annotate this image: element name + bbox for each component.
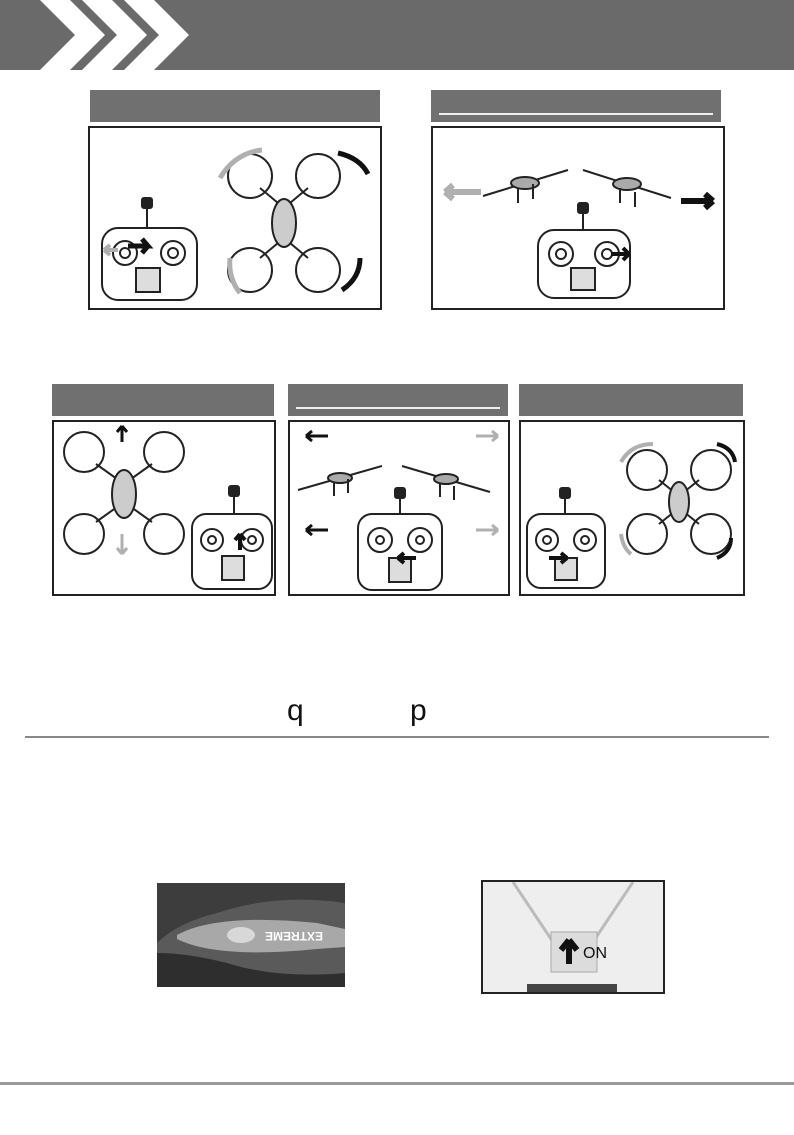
drone-tilted-icon — [402, 466, 490, 500]
header-bar — [0, 0, 794, 70]
section-divider — [25, 736, 769, 738]
drone-tilted-icon — [298, 466, 382, 496]
panel-side-drift — [288, 420, 510, 596]
panel-throttle — [52, 420, 276, 596]
panel-5-title — [519, 384, 743, 416]
arrow-right-black-icon — [681, 194, 713, 208]
rotation-arrow-black-icon — [342, 258, 360, 290]
rotate-illustration — [90, 128, 380, 308]
arrow-up-black-icon — [117, 426, 127, 442]
drone-top-photo — [157, 883, 345, 987]
panel-1-title — [90, 90, 380, 122]
panel-rotate — [88, 126, 382, 310]
on-label: ON — [583, 945, 607, 962]
drone-top-drawing — [157, 883, 345, 987]
arrow-down-grey-icon — [117, 534, 127, 554]
sideways-illustration — [433, 128, 723, 308]
power-switch-drawing — [483, 882, 663, 992]
arrow-left-black-icon — [306, 431, 328, 441]
panel-4-title — [288, 384, 508, 416]
glyph-q: q — [287, 694, 304, 727]
transmitter-icon — [538, 203, 630, 298]
power-switch-photo — [481, 880, 665, 994]
side-drift-illustration — [290, 422, 508, 594]
drone-icon — [64, 432, 184, 554]
panel-3-title — [52, 384, 274, 416]
drone-icon — [228, 154, 340, 292]
throttle-illustration — [54, 422, 274, 594]
drone-icon — [627, 450, 731, 554]
footer-divider — [0, 1082, 794, 1085]
panel-2-title — [431, 90, 721, 122]
arrow-left-black-icon — [306, 525, 328, 535]
title-underline — [439, 113, 713, 115]
drone-tilted-icon — [483, 170, 568, 203]
brand-text: EXTREME — [264, 929, 323, 943]
rotation-arrow-black-icon — [338, 153, 368, 174]
title-underline — [296, 407, 500, 409]
rotate-2-illustration — [521, 422, 743, 594]
arrow-right-grey-icon — [476, 431, 498, 441]
glyph-p: p — [410, 694, 427, 727]
transmitter-icon — [527, 488, 605, 588]
transmitter-icon — [358, 488, 442, 590]
panel-rotate-2 — [519, 420, 745, 596]
arrow-left-grey-icon — [445, 185, 481, 199]
rotation-arrow-grey-icon — [230, 258, 240, 293]
drone-tilted-icon — [583, 170, 671, 207]
transmitter-icon — [192, 486, 272, 589]
arrow-right-grey-icon — [476, 525, 498, 535]
header-chevrons — [0, 0, 794, 70]
panel-sideways — [431, 126, 725, 310]
